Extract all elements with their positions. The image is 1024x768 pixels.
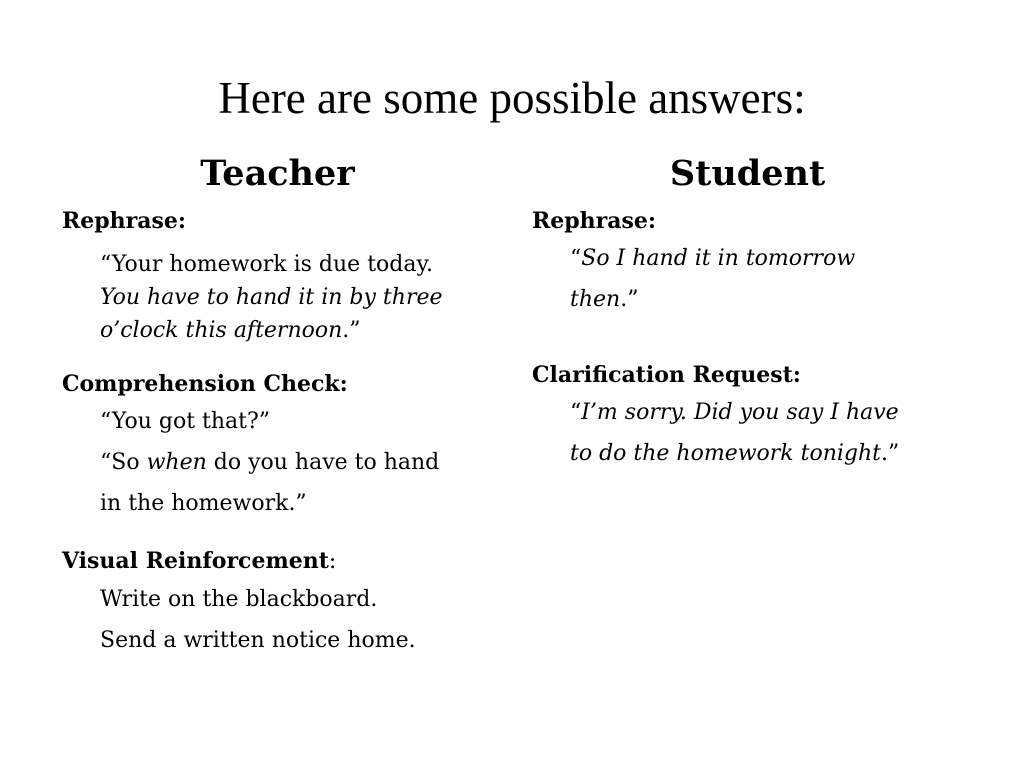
- student-clarification-line-2-italic: to do the homework tonight: [570, 441, 882, 466]
- student-clarification-line-2: [532, 433, 972, 474]
- teacher-rephrase-line-1: “Your homework is due today.: [100, 252, 433, 277]
- teacher-comprehension-label: Comprehension Check:: [62, 371, 348, 397]
- teacher-visual-section: [62, 544, 514, 661]
- teacher-rephrase-label: Rephrase:: [62, 208, 187, 234]
- teacher-visual-label: [62, 544, 514, 579]
- student-column: [532, 204, 972, 474]
- teacher-comprehension-line-2-start: “So: [100, 450, 147, 475]
- teacher-rephrase-line-3-italic: o’clock this afternoon: [100, 318, 343, 343]
- teacher-comprehension-section: [62, 367, 514, 524]
- student-rephrase-label: Rephrase:: [532, 208, 657, 234]
- teacher-rephrase-line-3: [62, 314, 514, 347]
- student-clarification-line-2-end: .”: [881, 441, 900, 466]
- student-rephrase-line-1-italic: So I hand it in tomorrow: [581, 246, 856, 271]
- teacher-rephrase-quote: [62, 248, 514, 347]
- teacher-comprehension-line-1: “You got that?”: [100, 409, 271, 434]
- teacher-comprehension-line-2-end: do you have to hand: [206, 450, 440, 475]
- student-clarification-line-1: [532, 392, 972, 433]
- teacher-visual-label-colon: :: [328, 549, 337, 574]
- student-clarification-line-1-quote: “: [570, 400, 582, 425]
- student-clarification-line-1-italic: I’m sorry. Did you say I have: [581, 400, 899, 425]
- teacher-visual-label-text: Visual Reinforcement: [62, 548, 329, 574]
- student-rephrase-line-2-italic: then: [570, 287, 621, 312]
- student-rephrase-line-1: [532, 238, 972, 279]
- student-heading: Student: [669, 153, 826, 194]
- teacher-rephrase-line-2-italic: You have to hand it in by three: [100, 285, 443, 310]
- student-clarification-label: Clarification Request:: [532, 362, 801, 388]
- teacher-rephrase-section: [62, 204, 514, 347]
- teacher-visual-line-2: Send a written notice home.: [100, 628, 416, 653]
- student-rephrase-line-2: [532, 279, 972, 320]
- teacher-rephrase-line-2: [62, 281, 514, 314]
- teacher-column: [62, 204, 514, 661]
- student-rephrase-line-1-quote: “: [570, 246, 582, 271]
- teacher-comprehension-line-2-italic: when: [146, 450, 207, 475]
- teacher-visual-line-1: Write on the blackboard.: [100, 587, 378, 612]
- slide-title: Here are some possible answers:: [218, 73, 806, 123]
- student-rephrase-section: [532, 204, 972, 320]
- teacher-comprehension-line-3: in the homework.”: [100, 491, 307, 516]
- student-rephrase-line-2-end: .”: [620, 287, 639, 312]
- teacher-rephrase-line-3-end: .”: [342, 318, 361, 343]
- teacher-comprehension-line-2: [62, 442, 514, 483]
- student-clarification-section: [532, 358, 972, 474]
- teacher-heading: Teacher: [200, 153, 355, 194]
